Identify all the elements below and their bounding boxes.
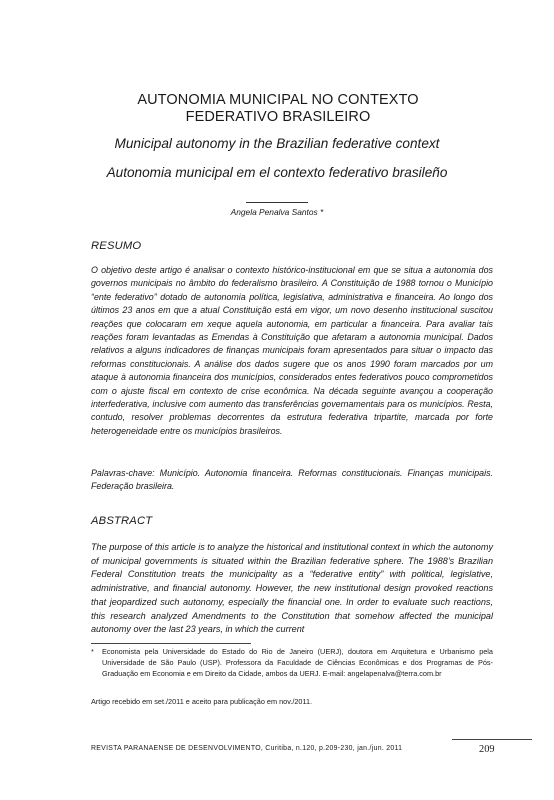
author-footnote [91,646,493,679]
title-line: AUTONOMIA MUNICIPAL NO CONTEXTO [137,92,419,108]
page-number: 209 [479,744,495,755]
subtitle-spanish: Autonomia municipal em el contexto federativo brasileño [106,165,448,180]
resumo-heading: RESUMO [91,240,142,252]
author-name: Angela Penalva Santos * [230,207,324,217]
resumo-text: O objetivo deste artigo é analisar o contexto histórico-institucional em que se situa a autonomia dos governos municipais no âmbito do federalismo brasileiro. A Constituição de 1988 tornou o Município “ente federativo” dotado de autonomia política, legislativa, administrativa e financeira. Ao longo dos últimos 23 anos em que a atual Constituição está em vigor, um novo desenho institucional suscitou reações que colocaram em xeque aquela autonomia, em particular a financeira. Para avaliar tais reações foram levantadas as Emendas à Constituição que afetaram a autonomia municipal. Dados relativos a alguns indicadores de finanças municipais foram apresentados para situar o impacto das reformas constitucionais. A análise dos dados sugere que os anos 1990 foram marcados por um ataque à autonomia financeira dos municípios, considerados entes federativos pouco comprometidos com o ajuste fiscal em contexto de crise econômica. Na década seguinte avançou a cooperação interfederativa, inclusive com aumento das transferências governamentais para os municípios. Resta, contudo, resolver problemas decorrentes da estrutura federativa tripartite, marcada por forte heterogeneidade entre os municípios brasileiros. [91,265,493,436]
footer-divider [452,739,532,740]
footnote-text: Economista pela Universidade do Estado do Rio de Janeiro (UERJ), doutora em Arquitetura e Urbanismo pela Universidade de São Paulo (USP). Professora da Faculdade de Ciências Econômicas e dos Programas de Pós-Graduação em Economia e em Direito da Cidade, ambos da UERJ. E-mail: angelapenalva@terra.com.br [102,647,493,679]
journal-footer: REVISTA PARANAENSE DE DESENVOLVIMENTO, Curitiba, n.120, p.209-230, jan./jun. 2011 [91,745,403,752]
footnote-divider [91,643,251,644]
subtitle-english: Municipal autonomy in the Brazilian federative context [114,136,440,151]
author-divider [246,202,308,203]
title-line: FEDERATIVO BRASILEIRO [185,109,371,125]
keywords: Palavras-chave: Município. Autonomia financeira. Reformas constitucionais. Finanças municipais. Federação brasileira. [91,468,493,492]
article-title [88,92,468,126]
abstract-text: The purpose of this article is to analyze the historical and institutional context in which the autonomy of municipal governments is situated within the Brazilian federative sphere. The 1988’s Brazilian Federal Constitution treats the municipality as a “federative entity” with political, legislative, administrative, and financial autonomy. However, the new institutional design provoked reactions that jeopardized such autonomy, especially the financial one. In order to evaluate such reactions, this research analyzed Amendments to the Constitution that somehow affected the municipal autonomy over the last 23 years, in which the current [91,542,493,635]
footnote-mark: * [91,647,94,656]
received-note: Artigo recebido em set./2011 e aceito para publicação em nov./2011. [91,697,313,706]
abstract-heading: ABSTRACT [91,515,153,527]
